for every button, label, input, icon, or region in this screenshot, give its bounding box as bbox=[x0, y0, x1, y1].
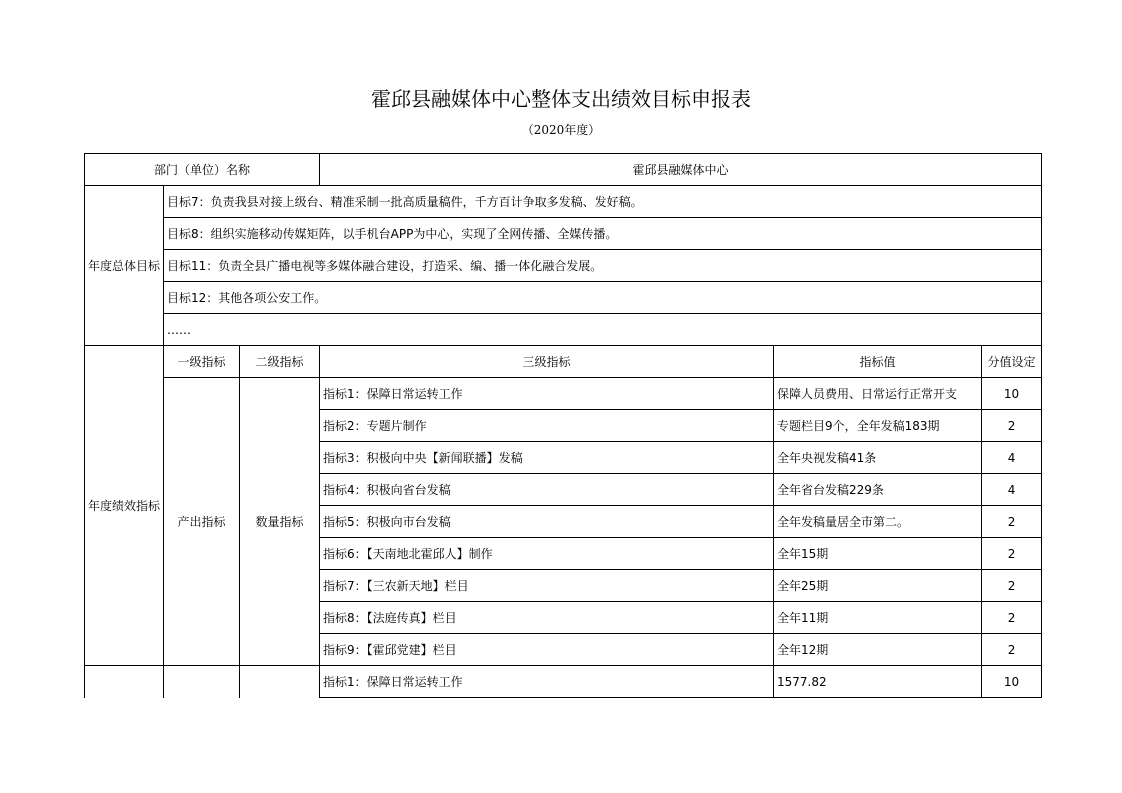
indicator-score: 2 bbox=[982, 634, 1042, 666]
header-score: 分值设定 bbox=[982, 346, 1042, 378]
indicator-name: 指标2：专题片制作 bbox=[320, 410, 774, 442]
level2-cell: 数量指标 bbox=[240, 378, 320, 666]
dept-label: 部门（单位）名称 bbox=[85, 154, 320, 186]
header-level1: 一级指标 bbox=[164, 346, 240, 378]
goal-row bbox=[85, 186, 1042, 218]
goal-row bbox=[85, 250, 1042, 282]
indicator-value: 全年央视发稿41条 bbox=[774, 442, 982, 474]
header-level3: 三级指标 bbox=[320, 346, 774, 378]
indicator-score: 2 bbox=[982, 570, 1042, 602]
indicator-score: 2 bbox=[982, 506, 1042, 538]
indicator-name: 指标7：【三农新天地】栏目 bbox=[320, 570, 774, 602]
header-level2: 二级指标 bbox=[240, 346, 320, 378]
indicator-name: 指标5：积极向市台发稿 bbox=[320, 506, 774, 538]
empty-cell bbox=[164, 666, 240, 698]
indicator-value: 全年25期 bbox=[774, 570, 982, 602]
indicator-score: 4 bbox=[982, 474, 1042, 506]
goal-item: …… bbox=[164, 314, 1042, 346]
indicator-score: 2 bbox=[982, 602, 1042, 634]
indicator-value: 全年11期 bbox=[774, 602, 982, 634]
goal-item: 目标8：组织实施移动传媒矩阵，以手机台APP为中心，实现了全网传播、全媒传播。 bbox=[164, 218, 1042, 250]
page-title: 霍邱县融媒体中心整体支出绩效目标申报表 bbox=[371, 87, 751, 111]
dept-row bbox=[85, 154, 1042, 186]
goal-item: 目标7：负责我县对接上级台、精准采制一批高质量稿件，千方百计争取多发稿、发好稿。 bbox=[164, 186, 1042, 218]
perf-header-row bbox=[85, 346, 1042, 378]
indicator-value: 全年15期 bbox=[774, 538, 982, 570]
table-row bbox=[85, 378, 1042, 410]
empty-cell bbox=[85, 666, 164, 698]
year-subtitle: （2020年度） bbox=[521, 123, 601, 137]
indicator-name: 指标9：【霍邱党建】栏目 bbox=[320, 634, 774, 666]
goal-row bbox=[85, 218, 1042, 250]
indicator-name: 指标6：【天南地北霍邱人】制作 bbox=[320, 538, 774, 570]
header-value: 指标值 bbox=[774, 346, 982, 378]
indicator-score: 4 bbox=[982, 442, 1042, 474]
goals-label: 年度总体目标 bbox=[85, 186, 164, 346]
goal-row bbox=[85, 282, 1042, 314]
indicator-value: 全年12期 bbox=[774, 634, 982, 666]
indicator-value: 全年省台发稿229条 bbox=[774, 474, 982, 506]
indicator-name: 指标8：【法庭传真】栏目 bbox=[320, 602, 774, 634]
goal-row bbox=[85, 314, 1042, 346]
performance-table bbox=[84, 153, 1042, 698]
dept-value: 霍邱县融媒体中心 bbox=[320, 154, 1042, 186]
indicator-name: 指标1：保障日常运转工作 bbox=[320, 666, 774, 698]
indicator-name: 指标3：积极向中央【新闻联播】发稿 bbox=[320, 442, 774, 474]
empty-cell bbox=[240, 666, 320, 698]
perf-label: 年度绩效指标 bbox=[85, 346, 164, 666]
indicator-score: 2 bbox=[982, 538, 1042, 570]
indicator-name: 指标4：积极向省台发稿 bbox=[320, 474, 774, 506]
indicator-score: 10 bbox=[982, 378, 1042, 410]
level1-cell: 产出指标 bbox=[164, 378, 240, 666]
indicator-value: 保障人员费用、日常运行正常开支 bbox=[774, 378, 982, 410]
goal-item: 目标11：负责全县广播电视等多媒体融合建设，打造采、编、播一体化融合发展。 bbox=[164, 250, 1042, 282]
indicator-value: 全年发稿量居全市第二。 bbox=[774, 506, 982, 538]
goal-item: 目标12：其他各项公安工作。 bbox=[164, 282, 1042, 314]
indicator-value: 专题栏目9个，全年发稿183期 bbox=[774, 410, 982, 442]
indicator-name: 指标1：保障日常运转工作 bbox=[320, 378, 774, 410]
indicator-value: 1577.82 bbox=[774, 666, 982, 698]
indicator-score: 10 bbox=[982, 666, 1042, 698]
indicator-score: 2 bbox=[982, 410, 1042, 442]
table-row bbox=[85, 666, 1042, 698]
